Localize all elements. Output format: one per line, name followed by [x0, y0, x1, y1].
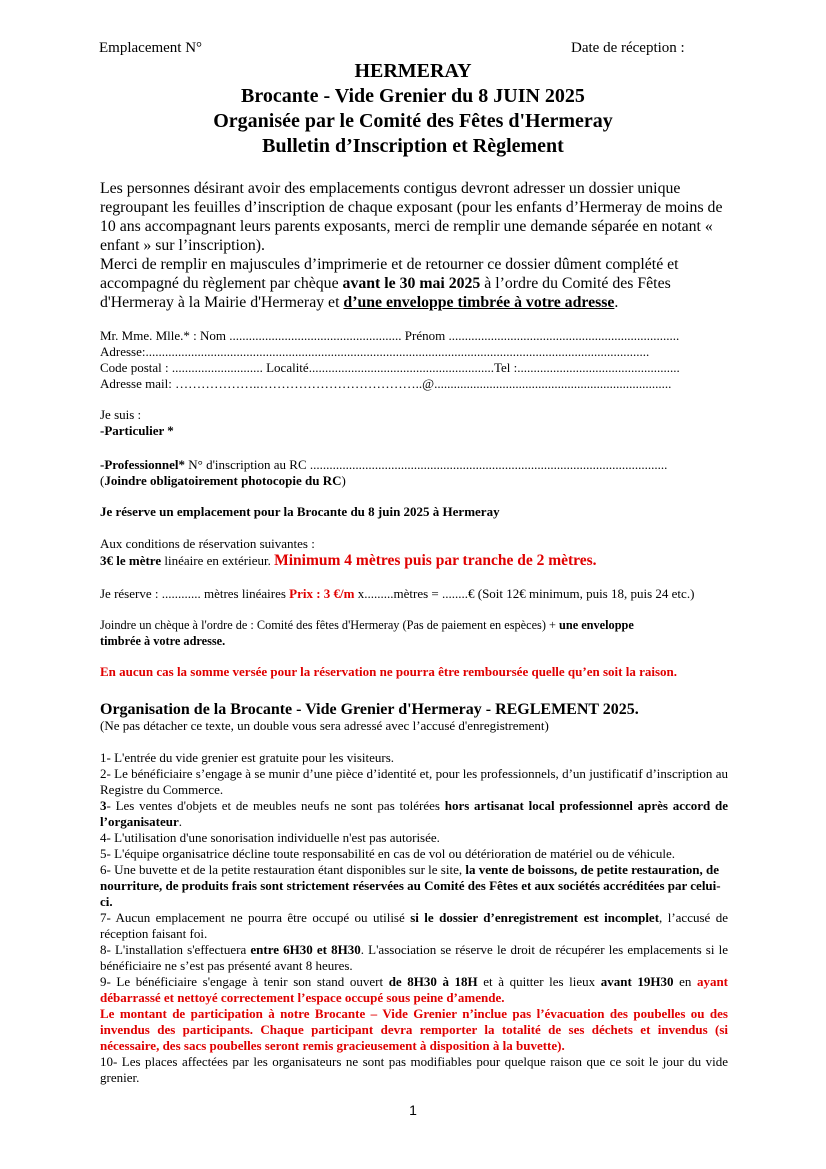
rule-3 — [100, 798, 728, 830]
date-reception-label: Date de réception : — [571, 40, 685, 56]
rule-text: . L'association se réserve le droit de récupérer les emplacements si le bénéficiaire ne s’est pas présenté avant 8 heures. — [100, 942, 728, 973]
professionnel-option[interactable] — [100, 457, 667, 473]
rule-emphasis: avant 19H30 — [600, 974, 674, 989]
page-number: 1 — [409, 1102, 417, 1118]
rule-text: et à quitter les lieux — [477, 974, 601, 989]
rule-warning: ayant débarrassé et nettoyé correctement l’espace occupé sous peine d’amende. — [100, 974, 728, 1005]
rule-text: . — [178, 814, 182, 829]
document-title — [0, 59, 826, 159]
rule-text: 8- L'installation s'effectuera — [100, 942, 251, 957]
rule-text: 9- Le bénéficiaire s'engage à tenir son stand ouvert — [100, 974, 389, 989]
paren: ( — [100, 473, 105, 488]
refund-warning: En aucun cas la somme versée pour la réservation ne pourra être remboursée quelle qu’en soit la raison. — [100, 664, 678, 679]
rule-text: en — [673, 974, 697, 989]
intro-text: . — [614, 294, 619, 311]
calc-text: Je réserve : ............ mètres linéaires — [100, 586, 290, 601]
paren: ) — [341, 473, 346, 488]
rule-1: 1- L'entrée du vide grenier est gratuite pour les visiteurs. — [100, 750, 395, 765]
rule-4: 4- L'utilisation d'une sonorisation individuelle n'est pas autorisée. — [100, 830, 440, 845]
title-line-3: Organisée par le Comité des Fêtes d'Hermeray — [213, 110, 613, 132]
rule-text: , l’accusé de réception faisant foi. — [100, 910, 729, 941]
conditions-label: Aux conditions de réservation suivantes : — [100, 536, 315, 551]
rc-note — [100, 473, 346, 489]
intro-paragraph-2 — [100, 255, 728, 312]
reservation-title: Je réserve un emplacement pour la Brocante du 8 juin 2025 à Hermeray — [100, 504, 500, 519]
rc-field[interactable]: N° d'inscription au RC .............................................................................................................. — [184, 457, 668, 472]
price-text: linéaire en extérieur. — [161, 553, 275, 568]
pro-label: -Professionnel* — [100, 457, 185, 472]
rule-emphasis: la vente de boissons, de petite restauration, de nourriture, de produits frais sont strictement réservées au Comité des Fêtes et aux sociétés accréditées par celui-ci. — [100, 862, 721, 909]
cheque-notice — [100, 617, 700, 649]
rule-7 — [100, 910, 728, 942]
rule-5: 5- L'équipe organisatrice décline toute responsabilité en cas de vol ou détérioration de matériel ou de véhicule. — [100, 846, 675, 861]
intro-paragraph-1: Les personnes désirant avoir des emplacements contigus devront adresser un dossier unique regroupant les feuilles d’inscription de chaque exposant (pour les enfants d’Hermeray de moins de 10 ans accompagnant leurs parents exposants, merci de remplir une demande séparée en notant « enfant » sur l’inscription). — [100, 180, 723, 254]
title-line-4: Bulletin d’Inscription et Règlement — [262, 135, 564, 157]
envelope-text: une enveloppe — [559, 618, 634, 632]
particulier-option[interactable]: -Particulier * — [100, 423, 174, 438]
name-field[interactable]: Mr. Mme. Mlle.* : Nom ..................................................... Prénom ....................................................................... — [100, 328, 680, 343]
postal-field[interactable]: Code postal : ............................ Localité.........................................................Tel :.................................................. — [100, 360, 680, 375]
deadline: avant le 30 mai 2025 — [342, 275, 481, 292]
title-line-2: Brocante - Vide Grenier du 8 JUIN 2025 — [241, 85, 585, 107]
reglement-title: Organisation de la Brocante - Vide Grenier d'Hermeray - REGLEMENT 2025. — [100, 701, 639, 718]
je-suis-label: Je suis : — [100, 407, 142, 422]
rule-10: 10- Les places affectées par les organisateurs ne sont pas modifiables pour quelque raison que ce soit le jour du vide grenier. — [100, 1054, 728, 1085]
rule-8 — [100, 942, 728, 974]
email-field[interactable]: Adresse mail: ………………..………………………………..@......................................................................... — [100, 376, 672, 391]
price-label: Prix : 3 €/m — [289, 586, 355, 601]
rule-9-waste-notice: Le montant de participation à notre Brocante – Vide Grenier n’inclue pas l’évacuation des poubelles ou des invendus des participants. Chaque participant devra remporter la totalité de ses déchets et invendus (si nécessaire, des sacs poubelles seront remis gracieusement à disposition à la buvette). — [100, 1006, 728, 1053]
form-fields — [100, 328, 740, 392]
title-line-1: HERMERAY — [354, 60, 472, 82]
intro-section — [100, 179, 728, 312]
reglement-rules — [100, 750, 728, 1086]
emplacement-label: Emplacement N° — [99, 40, 203, 56]
rule-6 — [100, 862, 728, 910]
intro-text: Merci de remplir en majuscules d’imprimerie et de retourner ce dossier dûment complété et accompagné du règlement par chèque — [100, 256, 679, 292]
rule-emphasis: entre 6H30 et 8H30 — [250, 942, 361, 957]
cheque-text: Joindre un chèque à l'ordre de : Comité des fêtes d'Hermeray (Pas de paiement en espèces) + — [100, 618, 560, 632]
rule-emphasis: si le dossier d’enregistrement est incomplet — [410, 910, 660, 925]
rule-emphasis: hors artisanat local professionnel après accord de l’organisateur — [100, 798, 728, 829]
address-field[interactable]: Adresse:........................................................................................................................................................... — [100, 344, 650, 359]
rule-emphasis: de 8H30 à 18H — [388, 974, 478, 989]
price-line — [100, 552, 597, 570]
reglement-subtitle: (Ne pas détacher ce texte, un double vous sera adressé avec l’accusé d'enregistrement) — [100, 718, 549, 733]
calc-text: x.........mètres = ........€ (Soit 12€ minimum, puis 18, puis 24 etc.) — [354, 586, 695, 601]
rc-note-text: Joindre obligatoirement photocopie du RC — [104, 473, 342, 488]
price-per-meter: 3€ le mètre — [100, 553, 162, 568]
rule-text: - Les ventes d'objets et de meubles neufs ne sont pas tolérées — [106, 798, 445, 813]
minimum-notice: Minimum 4 mètres puis par tranche de 2 mètres. — [274, 552, 597, 569]
rule-9 — [100, 974, 728, 1006]
reservation-calc-line[interactable] — [100, 586, 694, 602]
rule-number: 3 — [100, 798, 107, 813]
envelope-text: timbrée à votre adresse. — [100, 634, 226, 648]
envelope-notice: d’une enveloppe timbrée à votre adresse — [343, 294, 615, 311]
rule-text: 7- Aucun emplacement ne pourra être occupé ou utilisé — [100, 910, 411, 925]
rule-2: 2- Le bénéficiaire s’engage à se munir d’une pièce d’identité et, pour les professionnels, d’un justificatif d’inscription au Registre du Commerce. — [100, 766, 728, 797]
intro-text: à l’ordre du Comité des Fêtes d'Hermeray à la Mairie d'Hermeray et — [100, 275, 671, 311]
rule-text: 6- Une buvette et de la petite restauration étant disponibles sur le site, — [100, 862, 466, 877]
